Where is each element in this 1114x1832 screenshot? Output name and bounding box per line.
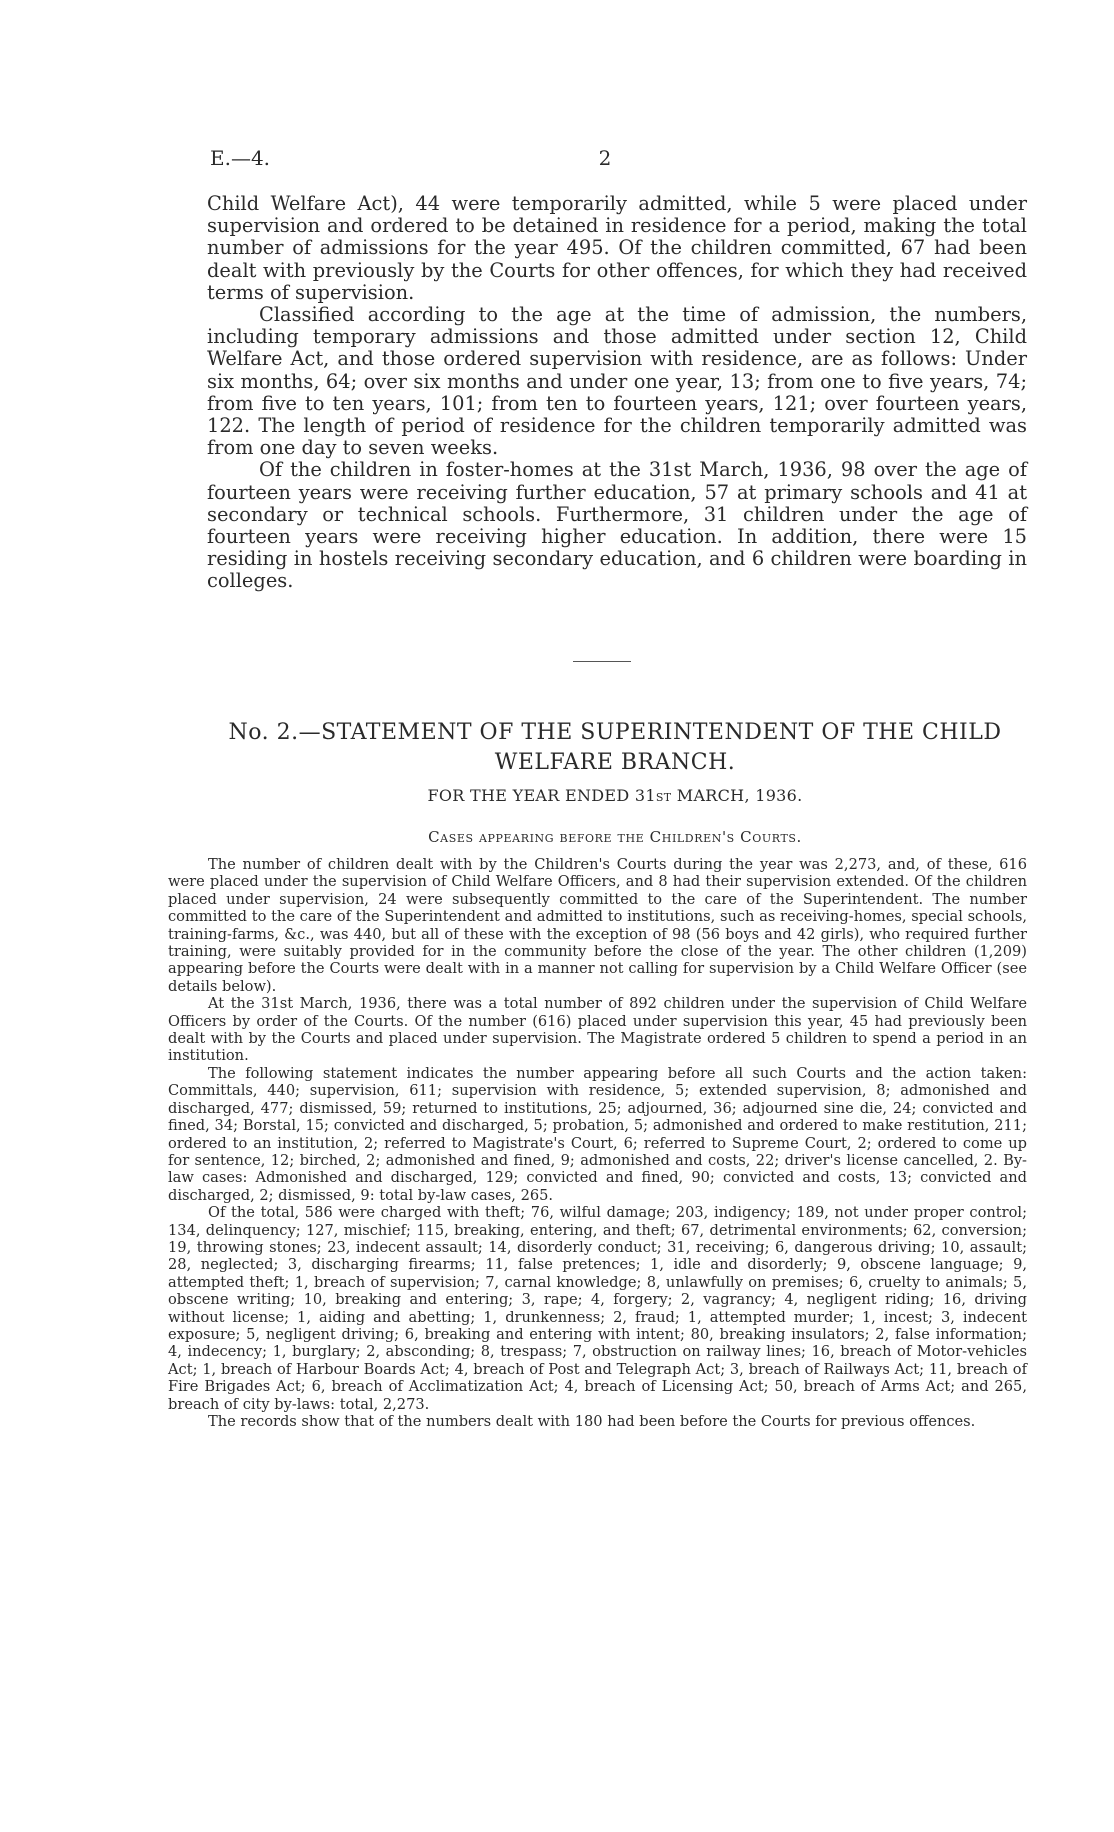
section-2-title: [205, 718, 1025, 778]
page-number: 2: [598, 146, 612, 170]
subtitle-ordinal: ST: [655, 791, 672, 804]
subtitle-part: FOR THE YEAR ENDED 31: [427, 786, 656, 805]
paragraph: The records show that of the numbers dealt with 180 had been before the Courts for previous offences.: [208, 1413, 976, 1430]
paragraph: The number of children dealt with by the Children's Courts during the year was 2,273, and, of these, 616 were placed under the supervision of Child Welfare Officers, and 8 had their supervision extended. Of the children placed under supervision, 24 were subsequently committed to the care of the Superintendent. The number committed to the care of the Superintendent and admitted to institutions, such as receiving-homes, special schools, training-farms, &c., was 440, but all of these with the exception of 98 (56 boys and 42 girls), who required further training, were suitably provided for in the community before the close of the year. The other children (1,209) appearing before the Courts were dealt with in a manner not calling for supervision by a Child Welfare Officer (see details below).: [168, 856, 1027, 995]
section-1-body: [207, 193, 1027, 593]
section-number: No. 2.: [228, 720, 299, 745]
paragraph: Classified according to the age at the time of admission, the numbers, including temporary admissions and those admitted under section 12, Child Welfare Act, and those ordered supervision with residence, are as follows: Under six months, 64; over six months and under one year, 13; from one to five years, 74; from five to ten years, 101; from ten to fourteen years, 121; over fourteen years, 122. The length of period of residence for the children temporarily admitted was from one day to seven weeks.: [207, 303, 1027, 460]
section-2-body: [168, 856, 1027, 1430]
subtitle-part: MARCH, 1936.: [671, 786, 803, 805]
section-2-heading: Cases appearing before the Children's Courts.: [428, 828, 802, 846]
section-2-subtitle: [205, 786, 1025, 805]
paragraph: Of the total, 586 were charged with theft; 76, wilful damage; 203, indigency; 189, not under proper control; 134, delinquency; 127, mischief; 115, breaking, entering, and theft; 67, detrimental environments; 62, conversion; 19, throwing stones; 23, indecent assault; 14, disorderly conduct; 31, receiving; 6, dangerous driving; 10, assault; 28, neglected; 3, discharging firearms; 11, false pretences; 1, idle and disorderly; 9, obscene language; 9, attempted theft; 1, breach of supervision; 7, carnal knowledge; 8, unlawfully on premises; 6, cruelty to animals; 5, obscene writing; 10, breaking and entering; 3, rape; 4, forgery; 2, vagrancy; 4, negligent riding; 16, driving without license; 1, aiding and abetting; 1, drunkenness; 2, fraud; 1, attempted murder; 1, incest; 3, indecent exposure; 5, negligent driving; 6, breaking and entering with intent; 80, breaking insulators; 2, false information; 4, indecency; 1, burglary; 2, absconding; 8, trespass; 7, obstruction on railway lines; 16, breach of Motor-vehicles Act; 1, breach of Harbour Boards Act; 4, breach of Post and Telegraph Act; 3, breach of Railways Act; 11, breach of Fire Brigades Act; 6, breach of Acclimatization Act; 4, breach of Licensing Act; 50, breach of Arms Act; and 265, breach of city by-laws: total, 2,273.: [168, 1204, 1027, 1413]
report-code: E.—4.: [210, 146, 271, 170]
section-divider: [573, 661, 631, 662]
paragraph: The following statement indicates the number appearing before all such Courts and the action taken: Committals, 440; supervision, 611; supervision with residence, 5; extended supervision, 8; admonished and discharged, 477; dismissed, 59; returned to institutions, 25; adjourned, 36; adjourned sine die, 24; convicted and fined, 34; Borstal, 15; convicted and discharged, 5; probation, 5; admonished and ordered to make restitution, 211; ordered to an institution, 2; referred to Magistrate's Court, 6; referred to Supreme Court, 2; ordered to come up for sentence, 12; birched, 2; admonished and fined, 9; admonished and costs, 22; driver's license cancelled, 2. By-law cases: Admonished and discharged, 129; convicted and fined, 90; convicted and costs, 13; convicted and discharged, 2; dismissed, 9: total by-law cases, 265.: [168, 1064, 1027, 1204]
paragraph: At the 31st March, 1936, there was a total number of 892 children under the supervision of Child Welfare Officers by order of the Courts. Of the number (616) placed under supervision this year, 45 had previously been dealt with by the Courts and placed under supervision. The Magistrate ordered 5 children to spend a period in an institution.: [168, 995, 1027, 1065]
section-title-text: —STATEMENT OF THE SUPERINTENDENT OF THE CHILD WELFARE BRANCH.: [298, 720, 1002, 775]
paragraph: Of the children in foster-homes at the 31st March, 1936, 98 over the age of fourteen years were receiving further education, 57 at primary schools and 41 at secondary or technical schools. Furthermore, 31 children under the age of fourteen years were receiving higher education. In addition, there were 15 residing in hostels receiving secondary education, and 6 children were boarding in colleges.: [207, 458, 1027, 593]
paragraph: Child Welfare Act), 44 were temporarily admitted, while 5 were placed under supervision and ordered to be detained in residence for a period, making the total number of admissions for the year 495. Of the children committed, 67 had been dealt with previously by the Courts for other offences, for which they had received terms of supervision.: [207, 192, 1027, 304]
